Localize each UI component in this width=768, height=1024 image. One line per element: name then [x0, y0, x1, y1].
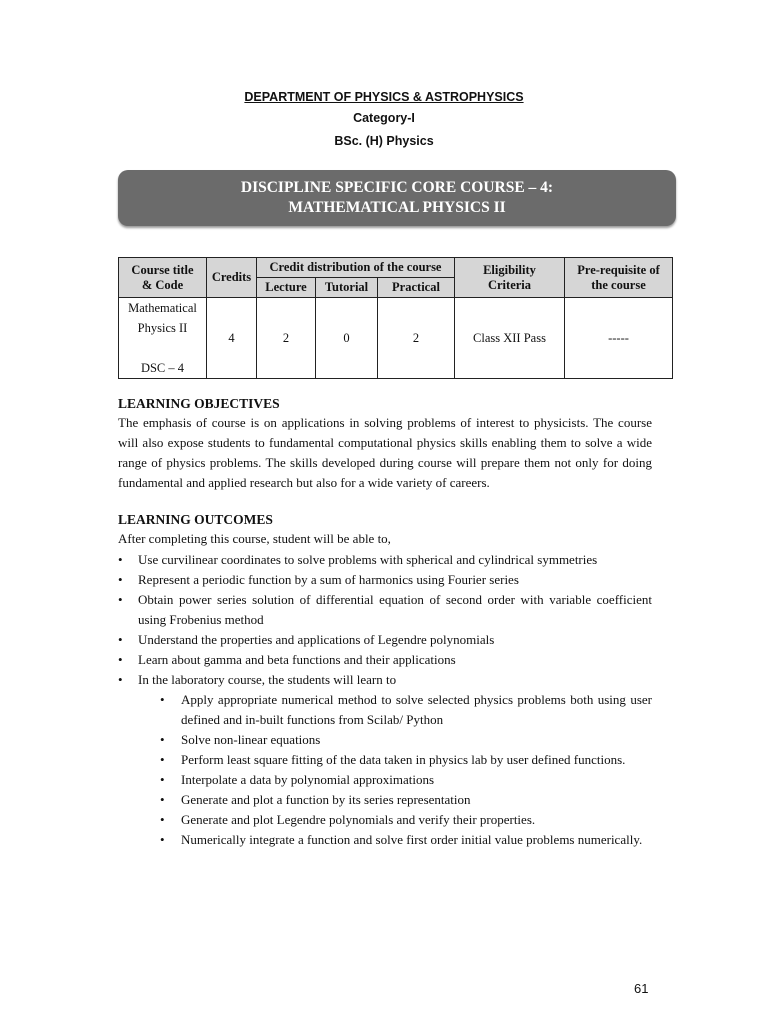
programme-heading: BSc. (H) Physics [334, 134, 434, 148]
course-title-line2: Physics II [137, 321, 188, 335]
header-prerequisite [565, 258, 673, 298]
cell-eligibility: Class XII Pass [455, 298, 565, 379]
course-credit-table [118, 257, 673, 379]
course-title-line1: Mathematical [128, 301, 197, 315]
banner-line-2: MATHEMATICAL PHYSICS II [288, 199, 506, 216]
list-item: • Learn about gamma and beta functions and their applications [118, 650, 652, 670]
lab-intro: In the laboratory course, the students will learn to [138, 672, 397, 687]
learning-outcomes-heading: LEARNING OUTCOMES [118, 512, 273, 527]
list-item: • Generate and plot Legendre polynomials and verify their properties. [138, 810, 652, 830]
list-item: • Perform least square fitting of the data taken in physics lab by user defined functions. [138, 750, 652, 770]
list-item: • Understand the properties and applications of Legendre polynomials [118, 630, 652, 650]
cell-credits: 4 [207, 298, 257, 379]
header-eligibility-line2: Criteria [487, 277, 532, 292]
learning-outcomes-intro: After completing this course, student will be able to, [118, 531, 391, 546]
cell-practical: 2 [378, 298, 455, 379]
category-heading: Category-I [353, 111, 415, 125]
course-code: DSC – 4 [140, 361, 185, 375]
list-item: • Numerically integrate a function and solve first order initial value problems numerically. [138, 830, 652, 850]
learning-objectives-heading: LEARNING OBJECTIVES [118, 396, 280, 411]
list-item: • Interpolate a data by polynomial approximations [138, 770, 652, 790]
table-row [119, 298, 673, 379]
course-banner [118, 170, 676, 226]
cell-prerequisite: ----- [565, 298, 673, 379]
header-credits: Credits [207, 258, 257, 298]
cell-course-title [119, 298, 207, 379]
cell-lecture: 2 [257, 298, 316, 379]
outcomes-list [118, 550, 652, 850]
header-course-title-line1: Course title [131, 262, 194, 277]
lab-outcomes-list [138, 690, 652, 850]
header-credit-distribution: Credit distribution of the course [257, 258, 455, 278]
header-course-title-line2: & Code [141, 277, 184, 292]
list-item: • Generate and plot a function by its series representation [138, 790, 652, 810]
header-tutorial: Tutorial [316, 278, 378, 298]
page-number: 61 [634, 981, 649, 996]
header-prerequisite-line1: Pre-requisite of [577, 262, 660, 277]
learning-objectives-text: The emphasis of course is on applications in solving problems of interest to physicists. The course will also expose students to fundamental computational physics skills enabling them to solve a wide range of physics problems. The skills developed during course will prepare them not only for doing fundamental and applied research but also for a wide variety of careers. [118, 415, 652, 490]
header-practical: Practical [378, 278, 455, 298]
cell-tutorial: 0 [316, 298, 378, 379]
list-item: • Use curvilinear coordinates to solve problems with spherical and cylindrical symmetries [118, 550, 652, 570]
list-item: • Obtain power series solution of differential equation of second order with variable coefficient using Frobenius method [118, 590, 652, 630]
list-item: • Represent a periodic function by a sum of harmonics using Fourier series [118, 570, 652, 590]
department-heading: DEPARTMENT OF PHYSICS & ASTROPHYSICS [244, 90, 524, 104]
header-eligibility [455, 258, 565, 298]
list-item: • Solve non-linear equations [138, 730, 652, 750]
header-eligibility-line1: Eligibility [483, 262, 536, 277]
header-prerequisite-line2: the course [591, 277, 646, 292]
list-item-lab [118, 670, 652, 850]
header-course-title [119, 258, 207, 298]
header-lecture: Lecture [257, 278, 316, 298]
banner-line-1: DISCIPLINE SPECIFIC CORE COURSE – 4: [240, 179, 554, 196]
list-item: • Apply appropriate numerical method to solve selected physics problems both using user defined and in-built functions from Scilab/ Python [138, 690, 652, 730]
